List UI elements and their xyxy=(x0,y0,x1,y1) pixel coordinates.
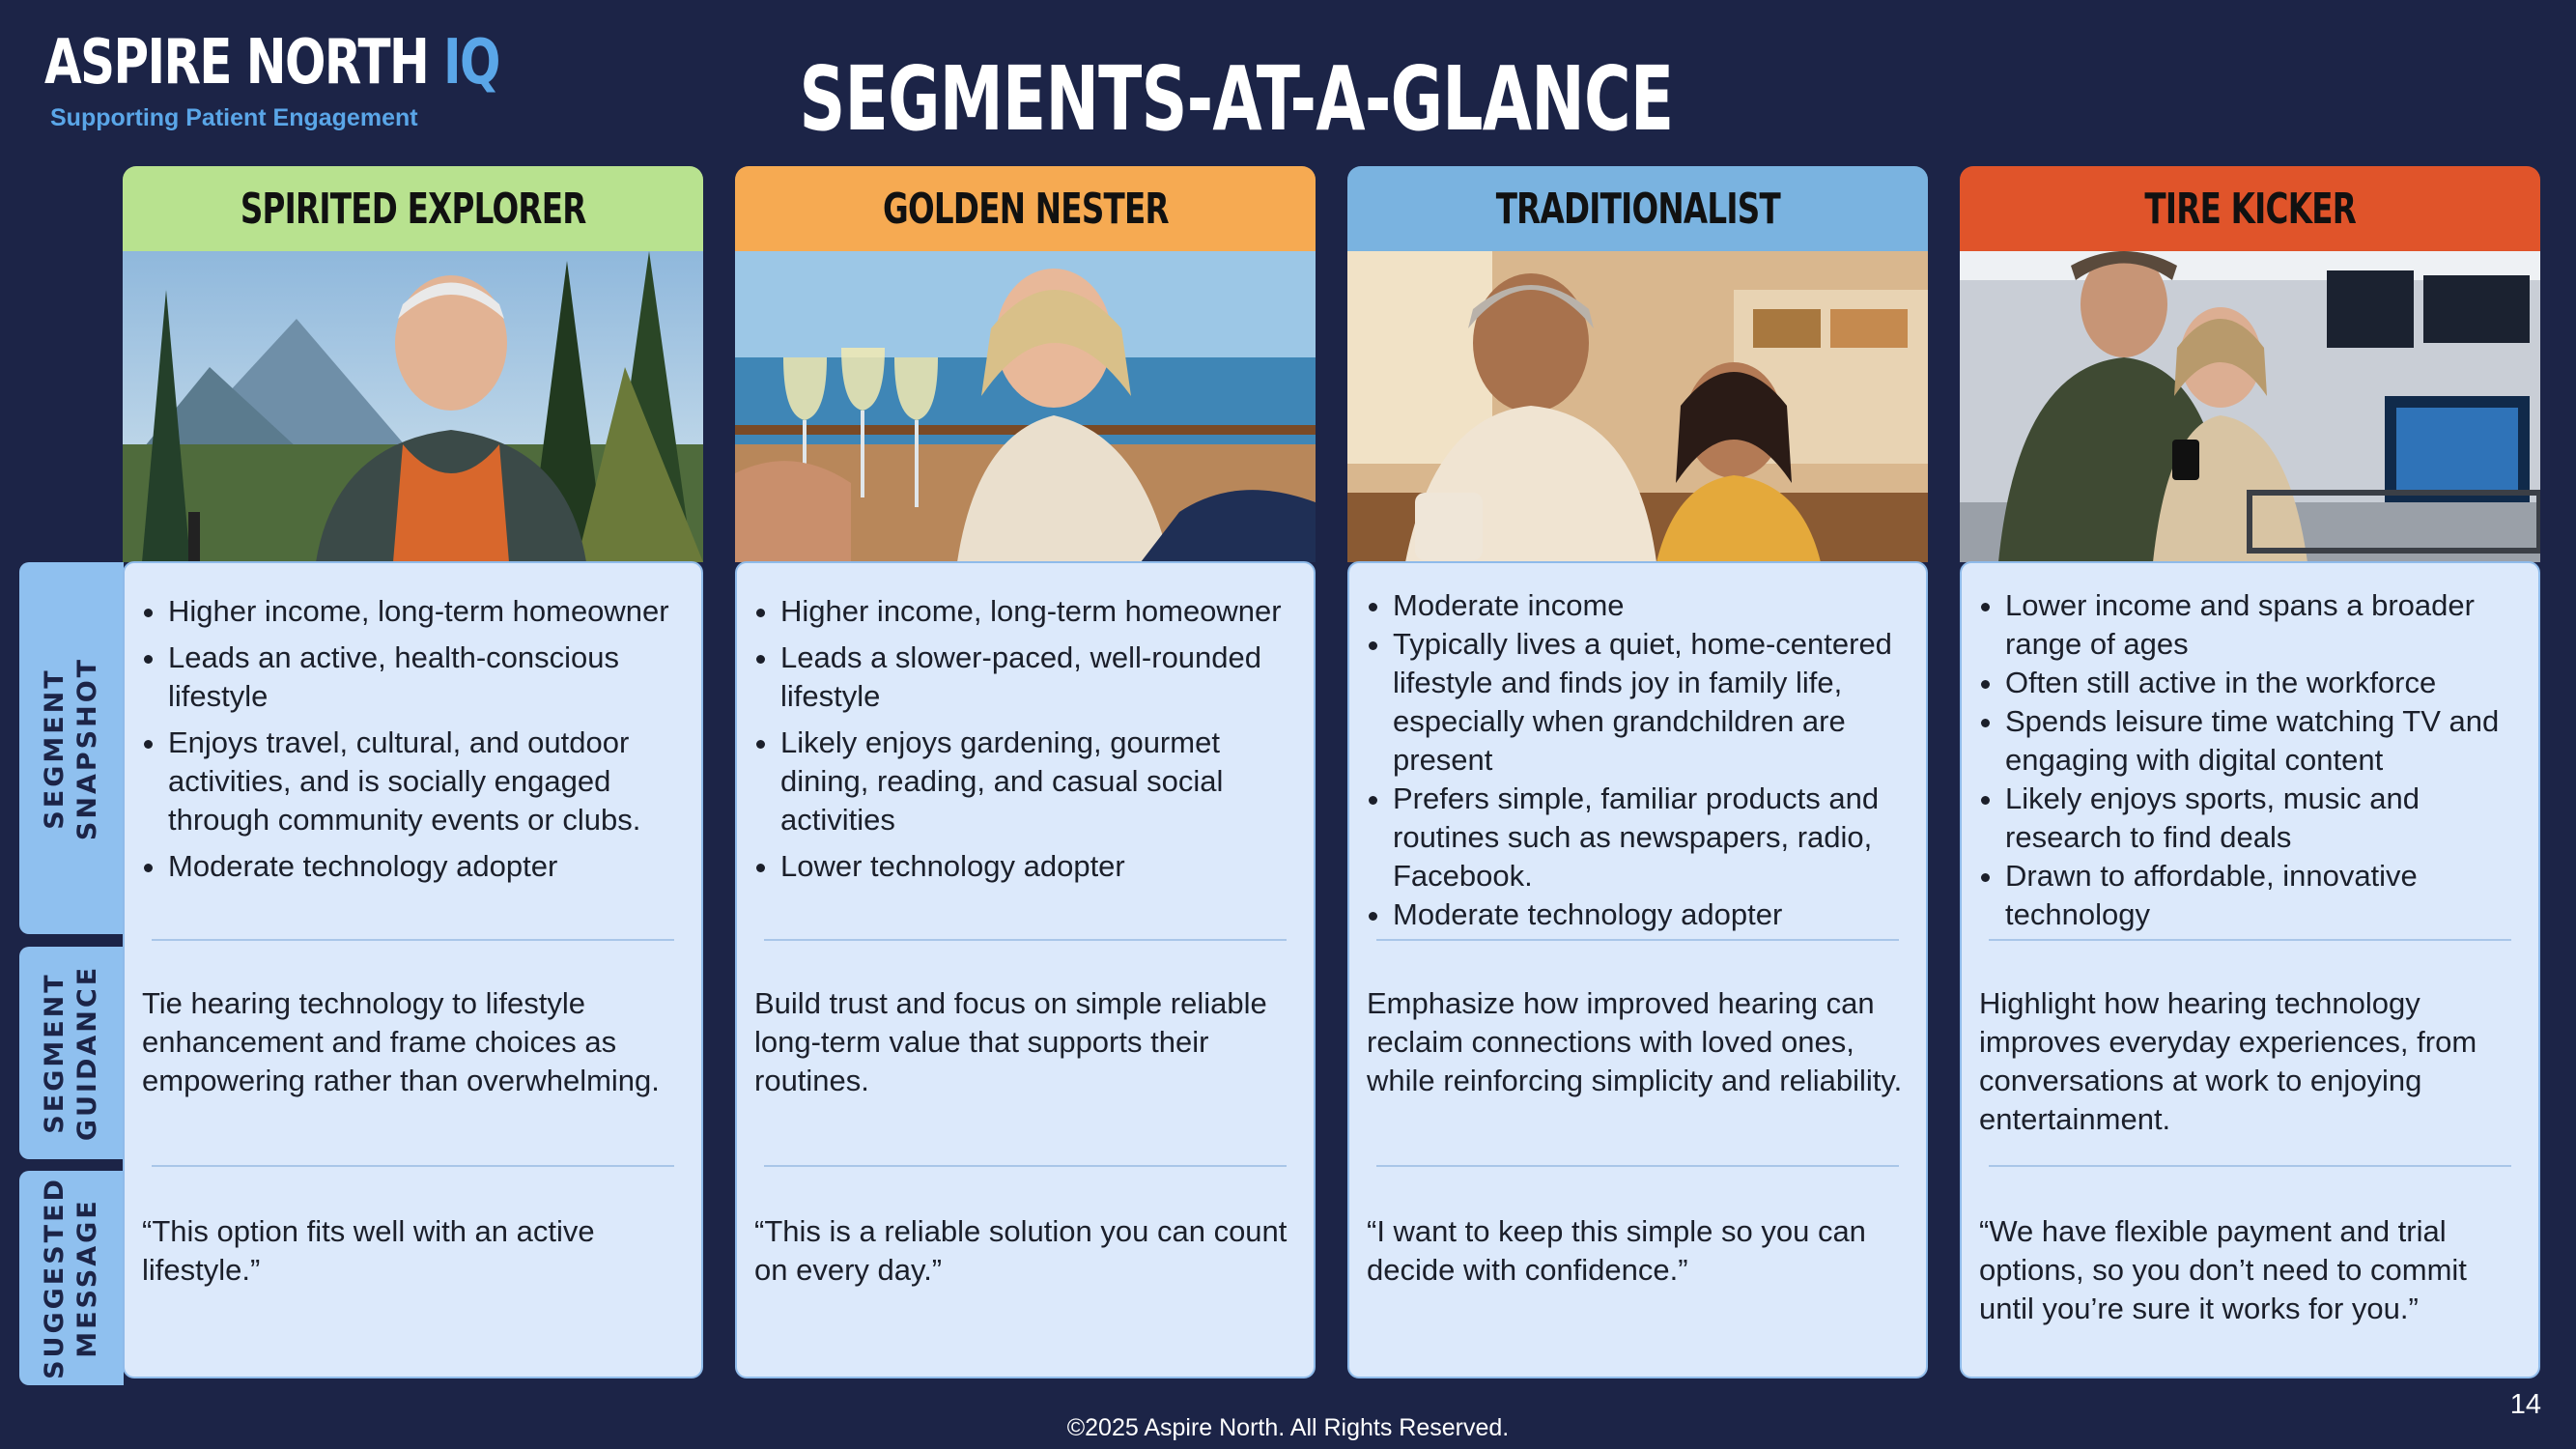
segment-header xyxy=(1347,166,1928,251)
segment-snapshot xyxy=(142,592,684,886)
page-title: SEGMENTS-AT-A-GLANCE xyxy=(799,47,1674,151)
section-divider xyxy=(1989,939,2511,941)
senior-hiker-mountain-photo xyxy=(123,251,703,562)
segment-snapshot xyxy=(754,592,1296,886)
snapshot-item: • Likely enjoys sports, music and research to find deals xyxy=(2005,780,2521,857)
segment-details xyxy=(1347,561,1928,1378)
section-divider xyxy=(152,1165,674,1167)
snapshot-item: • Drawn to affordable, innovative technology xyxy=(2005,857,2521,934)
snapshot-item: • Spends leisure time watching TV and engaging with digital content xyxy=(2005,702,2521,780)
snapshot-item: • Lower income and spans a broader range of ages xyxy=(2005,586,2521,664)
snapshot-item: • Leads a slower-paced, well-rounded lifestyle xyxy=(780,639,1296,716)
segment-card-traditionalist xyxy=(1347,166,1928,1287)
snapshot-list xyxy=(754,592,1296,886)
segment-name: SPIRITED EXPLORER xyxy=(240,184,586,234)
section-divider xyxy=(1376,939,1899,941)
segment-card-golden-nester xyxy=(735,166,1316,1287)
suggested-message: “This is a reliable solution you can count on every day.” xyxy=(754,1214,1288,1287)
segment-name: GOLDEN NESTER xyxy=(882,184,1169,234)
couple-shopping-electronics-photo xyxy=(1960,251,2540,562)
segment-guidance: Tie hearing technology to lifestyle enhancement and frame choices as empowering rather than overwhelming. xyxy=(142,986,660,1097)
senior-woman-toasting-wine-photo xyxy=(735,251,1316,562)
grandmother-with-granddaughter-photo xyxy=(1347,251,1928,562)
row-label-snapshot: SEGMENT SNAPSHOT xyxy=(19,562,124,934)
row-label-guidance: SEGMENT GUIDANCE xyxy=(19,947,124,1159)
snapshot-list xyxy=(142,592,684,886)
snapshot-item: • Enjoys travel, cultural, and outdoor activities, and is socially engaged through community events or clubs. xyxy=(168,724,684,839)
snapshot-item: • Prefers simple, familiar products and routines such as newspapers, radio, Facebook. xyxy=(1393,780,1909,895)
segment-details xyxy=(1960,561,2540,1378)
segment-snapshot xyxy=(1367,586,1909,934)
segment-details xyxy=(123,561,703,1378)
segment-card-tire-kicker xyxy=(1960,166,2540,1325)
snapshot-item: • Lower technology adopter xyxy=(780,847,1296,886)
segment-header xyxy=(735,166,1316,251)
snapshot-item: • Likely enjoys gardening, gourmet dining, reading, and casual social activities xyxy=(780,724,1296,839)
segment-name: TRADITIONALIST xyxy=(1495,184,1780,234)
snapshot-list xyxy=(1367,586,1909,934)
page-number: 14 xyxy=(2509,1389,2541,1420)
segment-guidance: Build trust and focus on simple reliable long-term value that supports their routines. xyxy=(754,986,1267,1097)
snapshot-list xyxy=(1979,586,2521,934)
snapshot-item: • Higher income, long-term homeowner xyxy=(780,592,1296,631)
section-divider xyxy=(1989,1165,2511,1167)
snapshot-item: • Higher income, long-term homeowner xyxy=(168,592,684,631)
row-label-message: SUGGESTED MESSAGE xyxy=(19,1171,124,1385)
snapshot-item: • Leads an active, health-conscious lifestyle xyxy=(168,639,684,716)
segment-card-spirited-explorer xyxy=(123,166,703,1287)
section-divider xyxy=(764,1165,1287,1167)
snapshot-item: • Moderate technology adopter xyxy=(1393,895,1909,934)
section-divider xyxy=(764,939,1287,941)
logo-tagline: Supporting Patient Engagement xyxy=(50,104,418,131)
snapshot-item: • Often still active in the workforce xyxy=(2005,664,2521,702)
segment-header xyxy=(123,166,703,251)
logo-brand-text: ASPIRE NORTH xyxy=(44,27,429,99)
section-divider xyxy=(1376,1165,1899,1167)
snapshot-item: • Moderate income xyxy=(1393,586,1909,625)
segment-guidance: Emphasize how improved hearing can reclaim connections with loved ones, while reinforcing simplicity and reliability. xyxy=(1367,986,1903,1097)
segment-name: TIRE KICKER xyxy=(2144,184,2356,234)
snapshot-item: • Moderate technology adopter xyxy=(168,847,684,886)
suggested-message: “I want to keep this simple so you can decide with confidence.” xyxy=(1367,1214,1866,1287)
segment-header xyxy=(1960,166,2540,251)
copyright-footer: ©2025 Aspire North. All Rights Reserved. xyxy=(1066,1414,1510,1441)
logo-accent-text: IQ xyxy=(443,27,499,99)
segment-snapshot xyxy=(1979,586,2521,934)
snapshot-item: • Typically lives a quiet, home-centered lifestyle and finds joy in family life, especially when grandchildren are present xyxy=(1393,625,1909,780)
section-divider xyxy=(152,939,674,941)
suggested-message: “This option fits well with an active lifestyle.” xyxy=(142,1214,595,1287)
segment-guidance: Highlight how hearing technology improves everyday experiences, from conversations at work to enjoying entertainment. xyxy=(1979,986,2477,1136)
segment-details xyxy=(735,561,1316,1378)
suggested-message: “We have flexible payment and trial options, so you don’t need to commit until you’re sure it works for you.” xyxy=(1979,1214,2467,1325)
